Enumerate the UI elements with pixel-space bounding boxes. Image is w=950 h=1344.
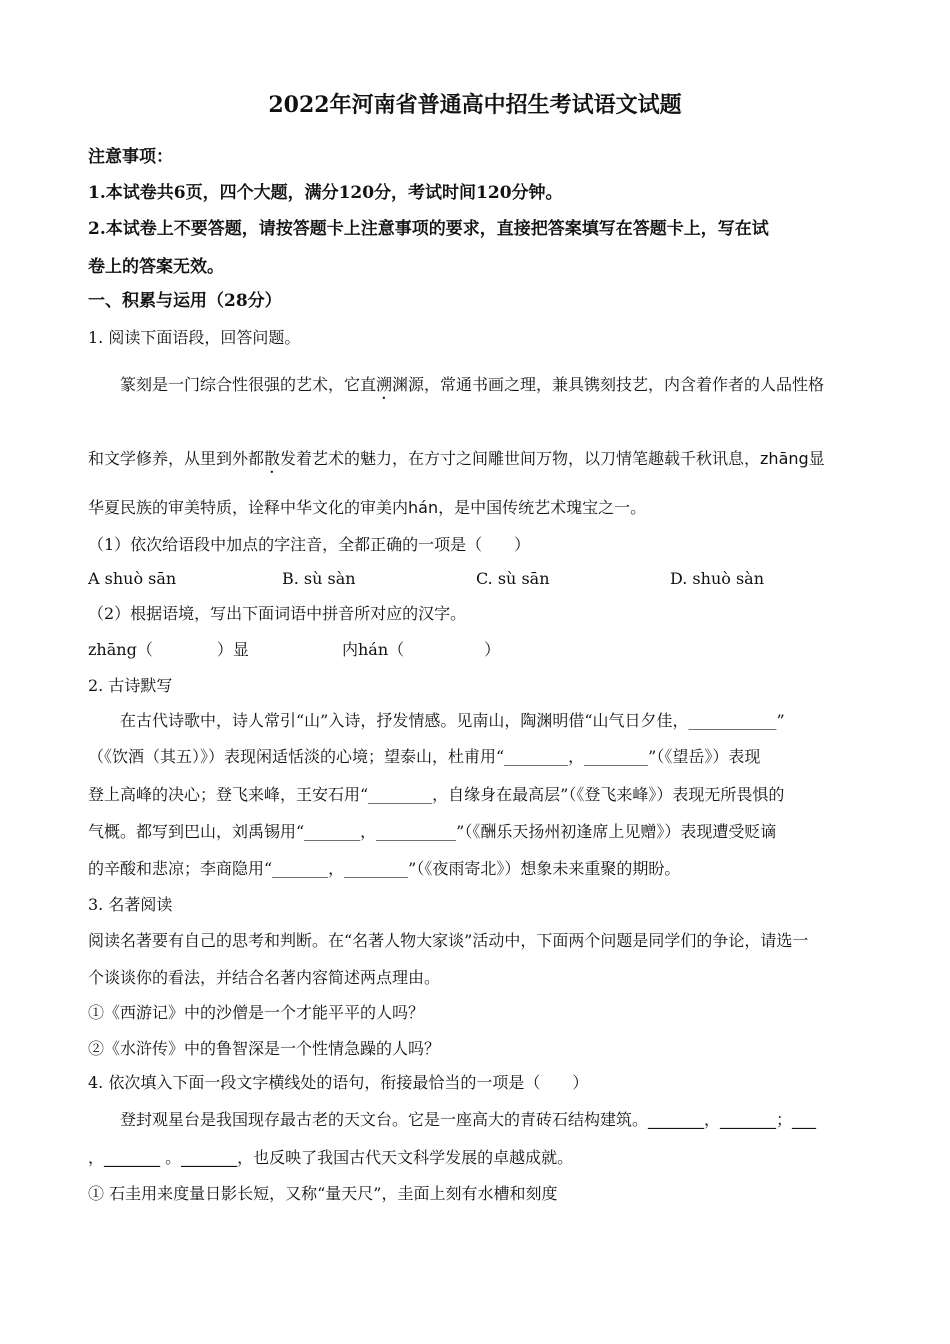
q2-heading: 2. 古诗默写 <box>88 676 173 695</box>
notice-item-2-line-1: 2.本试卷上不要答题，请按答题卡上注意事项的要求，直接把答案填写在答题卡上，写在试 <box>88 219 769 239</box>
q2-line-2: （《饮酒（其五）》）表现闲适恬淡的心境；望泰山，杜甫用“________，________”（《望岳》）表现 <box>88 747 761 766</box>
q2-line-4: 气概。都写到巴山，刘禹锡用“_______，__________”（《酬乐天扬州初逢席上见赠》）表现遭受贬谪 <box>88 822 777 841</box>
fill-han: 内hán（ ） <box>342 640 501 659</box>
q1-sub-2: （2）根据语境，写出下面词语中拼音所对应的汉字。 <box>88 604 467 623</box>
q1-para-2a: 和文学修养，从里到外都 <box>88 449 265 468</box>
section-1-heading: 一、积累与运用（28分） <box>88 291 282 311</box>
fill-zhang: zhāng（ ）显 <box>88 640 249 659</box>
q2-line-5: 的辛酸和悲凉；李商隐用“_______，________”（《夜雨寄北》）想象未来重聚的期盼。 <box>88 859 681 878</box>
q1-paragraph-line-3: 华夏民族的审美特质，诠释中华文化的审美内hán，是中国传统艺术瑰宝之一。 <box>88 498 647 517</box>
q3-item-1: ①《西游记》中的沙僧是一个才能平平的人吗？ <box>88 1003 425 1022</box>
option-a: A shuò sān <box>88 569 177 588</box>
q2-line-1: 在古代诗歌中，诗人常引“山”入诗，抒发情感。见南山，陶渊明借“山气日夕佳，___________” <box>120 711 785 730</box>
option-d: D. shuò sàn <box>670 569 765 588</box>
option-c: C. sù sān <box>476 569 550 588</box>
q3-item-2: ②《水浒传》中的鲁智深是一个性情急躁的人吗？ <box>88 1039 441 1058</box>
q1-sub-1: （1）依次给语段中加点的字注音，全都正确的一项是（ ） <box>88 535 531 554</box>
q2-line-3: 登上高峰的决心；登飞来峰，王安石用“________，自缘身在最高层”（《登飞来峰》）表现无所畏惧的 <box>88 785 785 804</box>
q1-prompt: 1. 阅读下面语段，回答问题。 <box>88 328 301 347</box>
q4-prompt: 4. 依次填入下面一段文字横线处的语句，衔接最恰当的一项是（ ） <box>88 1073 589 1092</box>
q4-line-2: ，_______ 。_______，也反映了我国古代天文科学发展的卓越成就。 <box>88 1148 574 1167</box>
q3-heading: 3. 名著阅读 <box>88 895 173 914</box>
q1-dotted-char-1: 溯 <box>376 375 393 394</box>
q1-para-1a: 篆刻是一门综合性很强的艺术，它直 <box>120 375 377 394</box>
q3-line-2: 个谈谈你的看法，并结合名著内容简述两点理由。 <box>88 968 441 987</box>
q4-line-1: 登封观星台是我国现存最古老的天文台。它是一座高大的青砖石结构建筑。_______，_______；___ <box>120 1110 817 1129</box>
q1-dotted-char-2: 散 <box>264 449 281 468</box>
q4-item-1: ① 石圭用来度量日影长短，又称“量天尺”，圭面上刻有水槽和刻度 <box>88 1184 558 1203</box>
notice-item-1: 1.本试卷共6页，四个大题，满分120分，考试时间120分钟。 <box>88 183 563 203</box>
option-b: B. sù sàn <box>282 569 356 588</box>
q1-paragraph-line-2 <box>88 448 862 477</box>
q1-para-2b: 发着艺术的魅力，在方寸之间雕世间万物，以刀情笔趣载千秋讯息，zhāng显 <box>280 449 825 468</box>
notice-item-2-line-2: 卷上的答案无效。 <box>88 257 224 277</box>
page-title: 2022年河南省普通高中招生考试语文试题 <box>268 92 682 118</box>
q3-line-1: 阅读名著要有自己的思考和判断。在“名著人物大家谈”活动中，下面两个问题是同学们的争论，请选一 <box>88 931 809 950</box>
q1-para-1b: 渊源，常通书画之理，兼具镌刻技艺，内含着作者的人品性格 <box>392 375 825 394</box>
q1-paragraph-line-1 <box>88 374 862 403</box>
notice-heading: 注意事项： <box>88 147 173 167</box>
